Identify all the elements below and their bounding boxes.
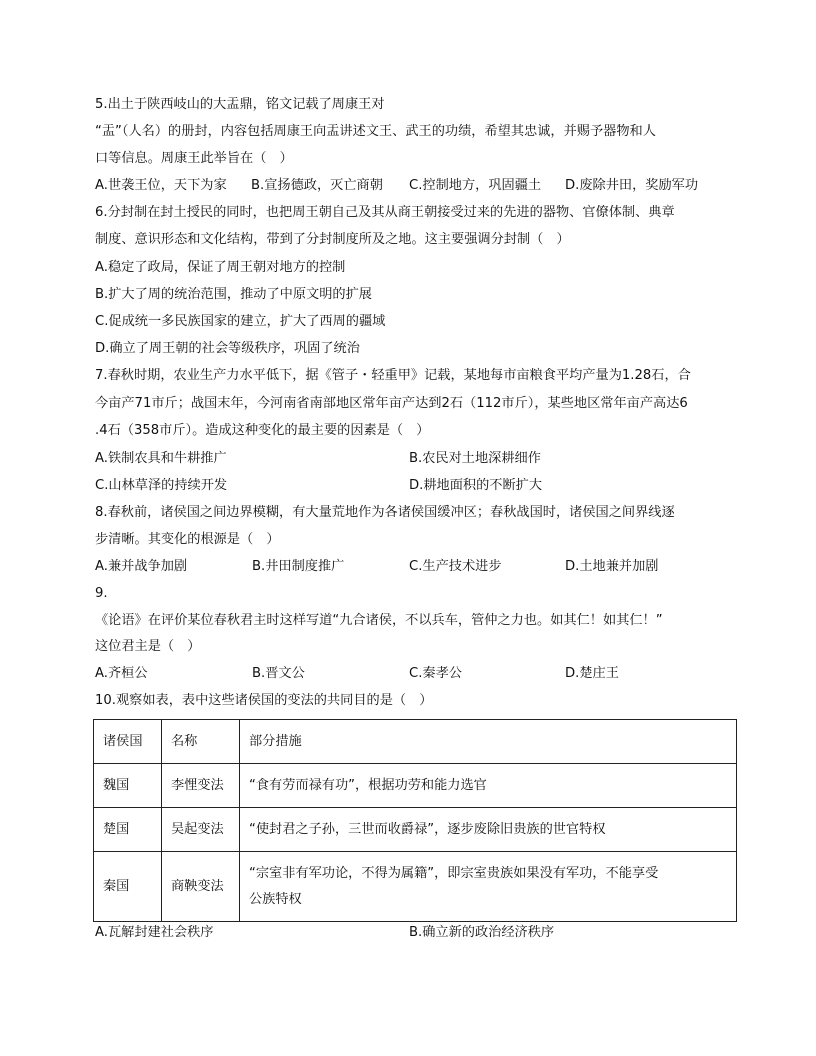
q6-stem-line1: 6.分封制在封土授民的同时，也把周王朝自己及其从商王朝接受过来的先进的器物、官僚体制、典章 <box>95 205 675 220</box>
q7-option-a: A.铁制农具和牛耕推广 <box>95 451 227 466</box>
q9-stem-line1: 《论语》在评价某位春秋君主时这样写道“九合诸侯，不以兵车，管仲之力也。如其仁！如其仁！” <box>95 613 663 628</box>
table-cell-measures-line1: “宗室非有军功论，不得为属籍”，即宗室贵族如果没有军功，不能享受 <box>249 865 659 881</box>
table-header-name: 名称 <box>162 720 240 764</box>
table-header-row <box>94 720 737 764</box>
q5-stem-line2: “盂”（人名）的册封，内容包括周康王向盂讲述文王、武王的功绩，希望其忠诚，并赐予器物和人 <box>95 124 656 139</box>
q6-option-d: D.确立了周王朝的社会等级秩序，巩固了统治 <box>95 341 360 356</box>
q7-option-c: C.山林草泽的持续开发 <box>95 478 228 493</box>
reform-table <box>93 719 737 922</box>
q8-stem-line2: 步清晰。其变化的根源是（ ） <box>95 532 280 547</box>
table-row <box>94 852 737 922</box>
q10-option-b: B.确立新的政治经济秩序 <box>409 925 555 940</box>
table-cell-measures-line2: 公族特权 <box>249 891 302 907</box>
q6-option-b: B.扩大了周的统治范围，推动了中原文明的扩展 <box>95 287 372 302</box>
q8-stem-line1: 8.春秋前，诸侯国之间边界模糊，有大量荒地作为各诸侯国缓冲区；春秋战国时，诸侯国之间界线逐 <box>95 505 675 520</box>
table-cell-name: 商鞅变法 <box>162 852 240 922</box>
q5-option-c: C.控制地方，巩固疆土 <box>409 178 542 193</box>
q8-option-b: B.井田制度推广 <box>252 559 345 574</box>
q6-option-a: A.稳定了政局，保证了周王朝对地方的控制 <box>95 260 346 275</box>
q7-stem-line2: 今亩产71市斤；战国末年，今河南省南部地区常年亩产达到2石（112市斤），某些地区常年亩产高达6 <box>95 396 688 411</box>
table-cell-name: 李悝变法 <box>162 764 240 808</box>
q8-option-a: A.兼并战争加剧 <box>95 559 188 574</box>
q6-option-c: C.促成统一多民族国家的建立，扩大了西周的疆域 <box>95 314 386 329</box>
q7-stem-line1: 7.春秋时期，农业生产力水平低下，据《管子・轻重甲》记载，某地每市亩粮食平均产量为1.28石，合 <box>95 368 691 383</box>
q5-stem-line3: 口等信息。周康王此举旨在（ ） <box>95 151 293 166</box>
q9-option-b: B.晋文公 <box>252 666 305 681</box>
q8-option-c: C.生产技术进步 <box>409 559 502 574</box>
table-cell-state: 楚国 <box>94 808 162 852</box>
q9-option-a: A.齐桓公 <box>95 666 148 681</box>
table-cell-measures <box>240 852 737 922</box>
q7-option-d: D.耕地面积的不断扩大 <box>409 478 543 493</box>
q10-stem: 10.观察如表，表中这些诸侯国的变法的共同目的是（ ） <box>95 693 433 708</box>
q9-number: 9. <box>95 586 108 601</box>
q6-stem-line2: 制度、意识形态和文化结构，带到了分封制度所及之地。这主要强调分封制（ ） <box>95 232 570 247</box>
q5-option-b: B.宣扬德政，灭亡商朝 <box>251 178 383 193</box>
table-cell-measures: “食有劳而禄有功”，根据功劳和能力选官 <box>240 764 737 808</box>
table-header-state: 诸侯国 <box>94 720 162 764</box>
table-cell-measures: “使封君之子孙，三世而收爵禄”，逐步废除旧贵族的世官特权 <box>240 808 737 852</box>
q5-option-d: D.废除井田，奖励军功 <box>565 178 699 193</box>
table-row <box>94 808 737 852</box>
table-cell-state: 秦国 <box>94 852 162 922</box>
q7-stem-line3: .4石（358市斤）。造成这种变化的最主要的因素是（ ） <box>95 423 430 438</box>
q8-option-d: D.土地兼并加剧 <box>565 559 659 574</box>
q7-option-b: B.农民对土地深耕细作 <box>409 451 541 466</box>
q9-option-d: D.楚庄王 <box>565 666 619 681</box>
table-header-measures: 部分措施 <box>240 720 737 764</box>
table-row <box>94 764 737 808</box>
q9-option-c: C.秦孝公 <box>409 666 462 681</box>
table-cell-name: 吴起变法 <box>162 808 240 852</box>
table-cell-state: 魏国 <box>94 764 162 808</box>
q9-stem-line2: 这位君主是（ ） <box>95 639 201 654</box>
q5-stem-line1: 5.出土于陕西岐山的大盂鼎，铭文记载了周康王对 <box>95 97 385 112</box>
q10-option-a: A.瓦解封建社会秩序 <box>95 925 214 940</box>
q5-option-a: A.世袭王位，天下为家 <box>95 178 227 193</box>
